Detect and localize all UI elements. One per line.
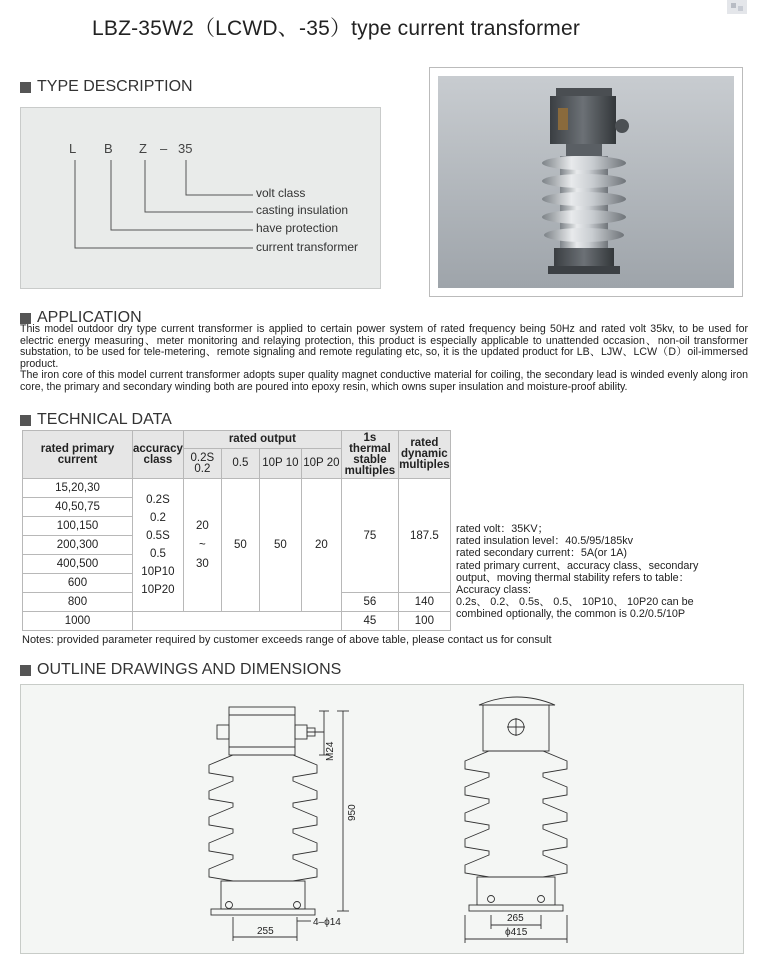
section-bullet-icon (20, 313, 31, 324)
section-title: APPLICATION (37, 309, 142, 326)
header-output-10p20: 10P 20 (301, 449, 341, 479)
label-volt-class: volt class (256, 186, 306, 200)
header-output-10p10: 10P 10 (259, 449, 301, 479)
dim-diameter-415: ϕ415 (505, 927, 528, 938)
code-number: 35 (178, 141, 193, 156)
application-paragraph: This model outdoor dry type current transformer is applied to certain power system of rated frequency being 50Hz and rated volt 35kv, to be used for electric energy measuring、meter monitoring and relaying protection, this product is especially applicable to unattended occasion、non-oil transformer substation, to be used for tele-metering、remote signaling and remote regulating etc, so, it is the updated product for LB、LJW、LCW（D）oil-immersed product. (20, 323, 748, 370)
label-have-protection: have protection (256, 221, 339, 235)
output-value: 30 (195, 557, 209, 570)
dynamic-cell: 140 (398, 593, 450, 612)
code-letter-z: Z (139, 141, 147, 156)
rating-note: output、moving thermal stability refers to table： (456, 571, 690, 584)
dynamic-cell: 100 (398, 612, 450, 631)
page-title: LBZ-35W2（LCWD、-35）type current transformer (92, 17, 581, 40)
dim-height-950: 950 (347, 804, 358, 821)
rating-note: rated volt：35KV； (456, 523, 549, 535)
corner-icon (727, 0, 747, 14)
output-value: 20 (195, 519, 209, 532)
current-cell: 100,150 (23, 517, 133, 536)
rating-note: rated insulation level：40.5/95/185kv (456, 535, 634, 548)
current-cell: 400,500 (23, 555, 133, 574)
outline-drawings (21, 685, 743, 953)
section-outline-drawings (20, 661, 341, 679)
dim-m24: M24 (325, 741, 336, 761)
section-title: TYPE DESCRIPTION (37, 78, 193, 95)
section-technical-data (20, 411, 172, 429)
code-dash: – (160, 141, 168, 156)
blank-cell (133, 612, 342, 631)
current-cell: 1000 (23, 612, 133, 631)
rating-note: rated primary current、accuracy class、secondary (456, 559, 699, 572)
product-photo (430, 68, 742, 296)
type-description-box (20, 107, 381, 289)
current-cell: 40,50,75 (23, 498, 133, 517)
outline-drawing-box (20, 684, 744, 954)
header-rated-output: rated output (183, 431, 341, 449)
dim-width-265: 265 (507, 913, 524, 924)
output-05-cell: 50 (221, 479, 259, 612)
accuracy-value: 10P10 (141, 566, 175, 578)
current-cell: 200,300 (23, 536, 133, 555)
accuracy-value: 0.5 (149, 548, 166, 560)
code-letter-l: L (69, 141, 77, 156)
header-output-02: 0.2S 0.2 (183, 449, 221, 479)
header-thermal-multiples: 1s thermal stable multiples (341, 431, 398, 479)
section-title: OUTLINE DRAWINGS AND DIMENSIONS (37, 661, 342, 678)
section-bullet-icon (20, 82, 31, 93)
section-bullet-icon (20, 415, 31, 426)
rating-note: Accuracy class: (456, 584, 531, 597)
rating-notes (456, 523, 741, 621)
section-type-description (20, 78, 193, 96)
application-paragraph: The iron core of this model current transformer adopts super quality magnet conductive material for coiling, the secondary lead is winded evenly along iron core, the primary and secondary winding both are poured into epoxy resin, which owns super insulation and moisture-proof ability. (20, 369, 748, 393)
thermal-cell: 75 (341, 479, 398, 593)
current-cell: 15,20,30 (23, 479, 133, 498)
rating-note: 0.2s、 0.2、 0.5s、 0.5、 10P10、 10P20 can be (456, 596, 694, 609)
header-rated-primary-current: rated primary current (23, 431, 133, 479)
label-current-transformer: current transformer (256, 240, 359, 254)
accuracy-value: 10P20 (141, 584, 175, 596)
product-photo-frame (429, 67, 743, 297)
header-accuracy-class: accuracy class (133, 431, 184, 479)
table-notes: Notes: provided parameter required by customer exceeds range of above table, please contact us for consult (22, 634, 552, 646)
section-title: TECHNICAL DATA (37, 411, 172, 428)
output-10p20-cell: 20 (301, 479, 341, 612)
output-10p10-cell: 50 (259, 479, 301, 612)
accuracy-value: 0.2 (149, 512, 166, 524)
section-bullet-icon (20, 665, 31, 676)
application-text (20, 324, 748, 394)
label-casting-insulation: casting insulation (256, 203, 349, 217)
dim-holes: 4–ϕ14 (313, 917, 341, 928)
accuracy-value: 0.5S (146, 530, 170, 542)
thermal-cell: 56 (341, 593, 398, 612)
output-02-cell (183, 479, 221, 612)
current-cell: 600 (23, 574, 133, 593)
rating-note: combined optionally, the common is 0.2/0.5/10P (456, 608, 686, 621)
dim-width-255: 255 (257, 926, 274, 937)
output-value: ~ (199, 538, 206, 551)
technical-data-table (22, 430, 451, 631)
current-cell: 800 (23, 593, 133, 612)
accuracy-cell (133, 479, 184, 612)
thermal-cell: 45 (341, 612, 398, 631)
dynamic-cell: 187.5 (398, 479, 450, 593)
code-letter-b: B (104, 141, 113, 156)
type-code-lines (21, 108, 382, 290)
header-output-05: 0.5 (221, 449, 259, 479)
accuracy-value: 0.2S (146, 494, 170, 506)
header-dynamic-multiples: rated dynamic multiples (398, 431, 450, 479)
rating-note: rated secondary current：5A(or 1A) (456, 547, 628, 560)
